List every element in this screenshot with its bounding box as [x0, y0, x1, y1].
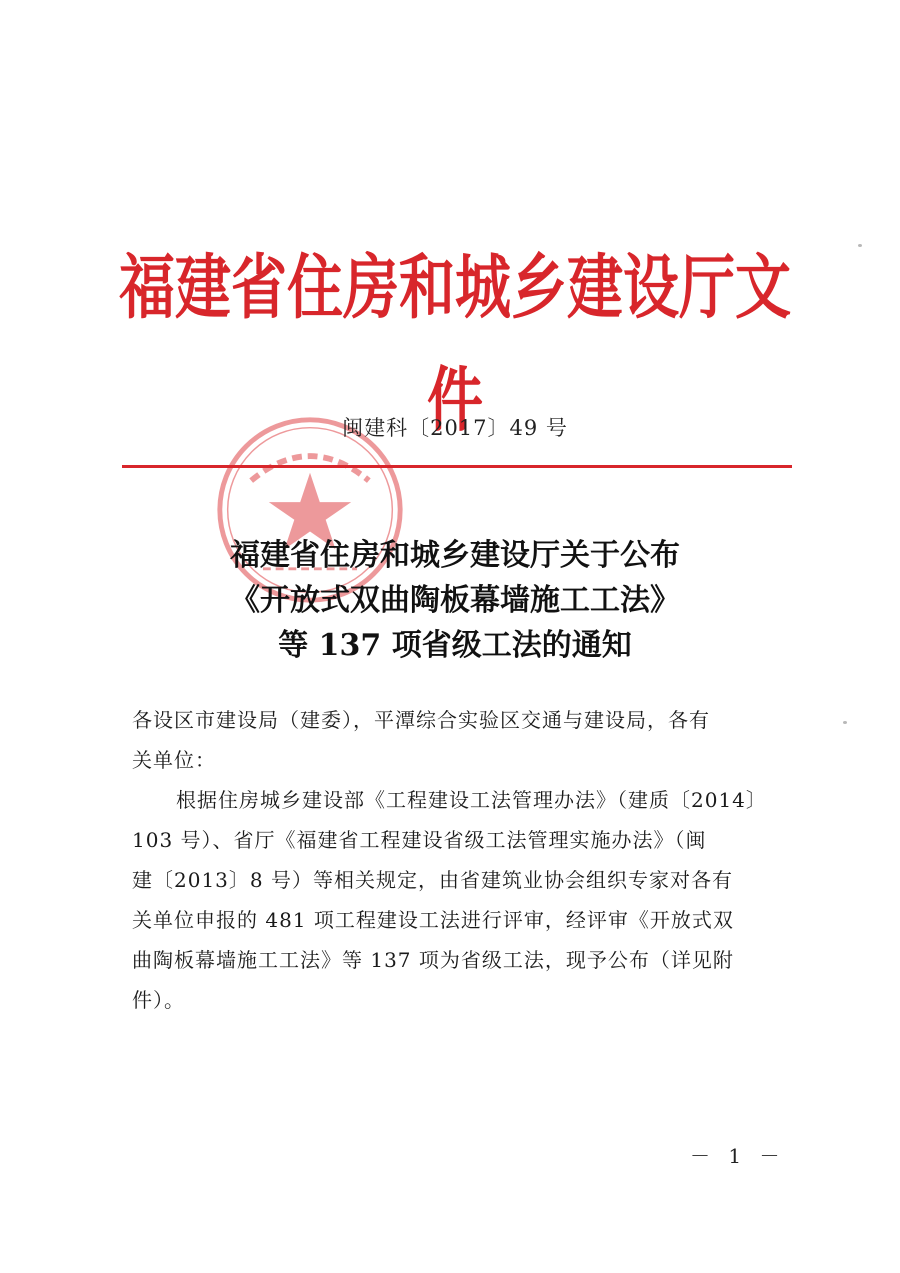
scan-speck [858, 244, 862, 247]
body-line: 关单位申报的 481 项工程建设工法进行评审，经评审《开放式双 [132, 908, 734, 932]
notice-title-line: 《开放式双曲陶板幕墙施工工法》 [230, 583, 680, 618]
body-line: 关单位： [132, 748, 216, 772]
page-number: － 1 － [690, 1144, 786, 1168]
body-line: 建〔2013〕8 号）等相关规定，由省建筑业协会组织专家对各有 [132, 868, 733, 892]
body-line: 件）。 [132, 988, 185, 1012]
notice-title-line: 等 137 项省级工法的通知 [278, 628, 632, 663]
scan-speck [843, 721, 847, 724]
document-number: 闽建科〔2017〕49 号 [342, 416, 568, 440]
notice-body [132, 700, 804, 1020]
notice-title-line: 福建省住房和城乡建设厅关于公布 [230, 538, 680, 573]
body-line: 根据住房城乡建设部《工程建设工法管理办法》（建质〔2014〕 [176, 788, 767, 812]
body-line: 各设区市建设局（建委），平潭综合实验区交通与建设局，各有 [132, 708, 710, 732]
body-line: 曲陶板幕墙施工工法》等 137 项为省级工法，现予公布（详见附 [132, 948, 734, 972]
header-divider [122, 465, 792, 468]
body-line: 103 号）、省厅《福建省工程建设省级工法管理实施办法》（闽 [132, 828, 707, 852]
document-header-title: 福建省住房和城乡建设厅文件 [119, 247, 791, 442]
notice-title [110, 533, 800, 668]
